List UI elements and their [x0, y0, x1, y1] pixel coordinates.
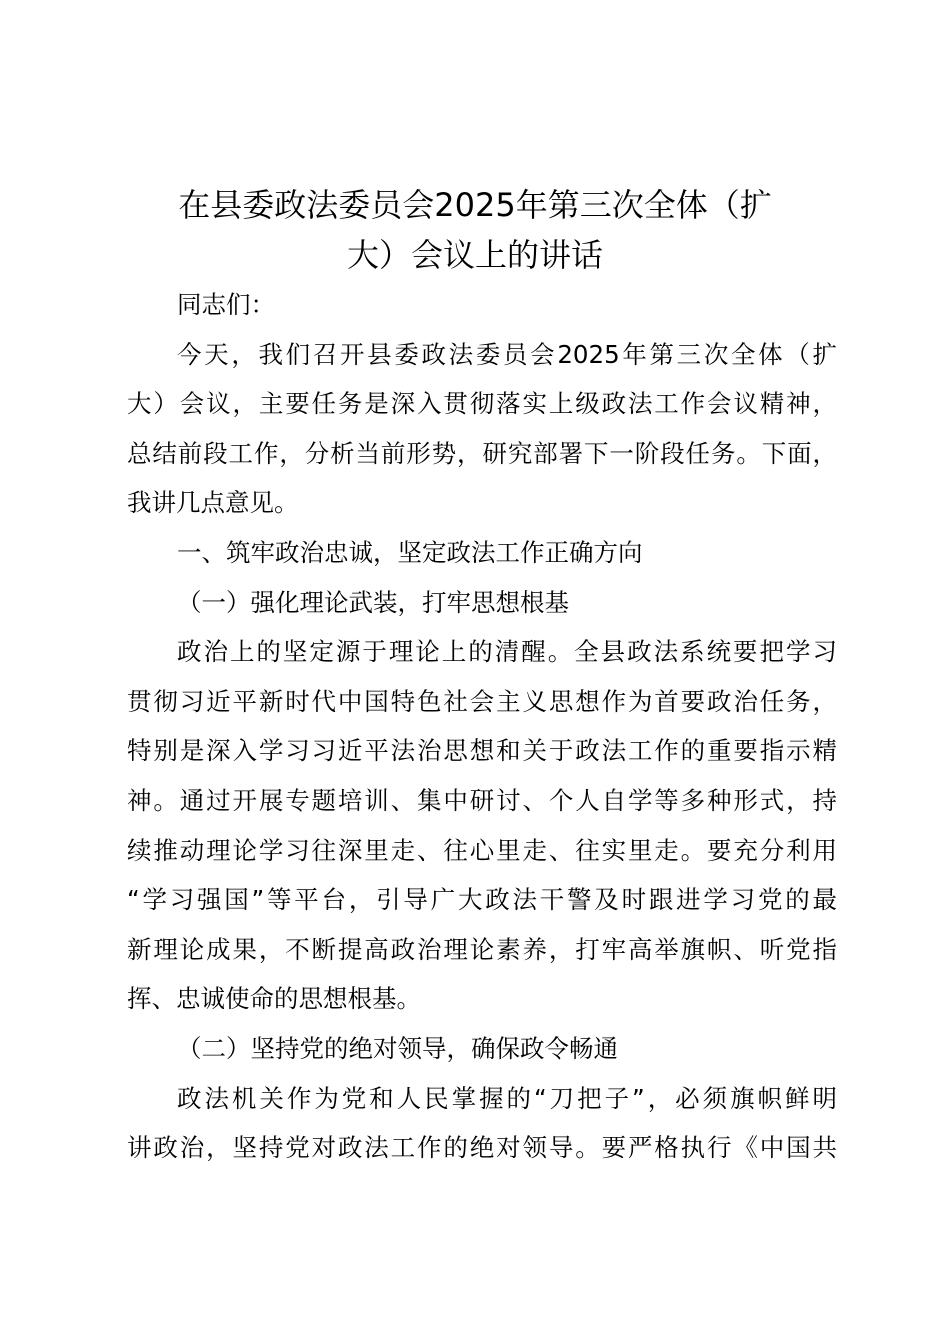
body-line: 大）会议，主要任务是深入贯彻落实上级政法工作会议精神， — [127, 389, 837, 419]
document-title — [120, 180, 830, 280]
title-line-2: 大）会议上的讲话 — [346, 236, 603, 274]
title-line-1: 在县委政法委员会2025年第三次全体（扩 — [178, 186, 772, 224]
body-line: 一、筑牢政治忠诚，坚定政法工作正确方向 — [177, 537, 643, 567]
body-line: 总结前段工作，分析当前形势，研究部署下一阶段任务。下面， — [127, 438, 837, 468]
body-line: 续推动理论学习往深里走、往心里走、往实里走。要充分利用 — [127, 835, 837, 865]
body-line: （一）强化理论武装，打牢思想根基 — [177, 587, 569, 617]
body-line: （二）坚持党的绝对领导，确保政令畅通 — [177, 1033, 618, 1063]
body-line: “学习强国”等平台，引导广大政法干警及时跟进学习党的最 — [127, 885, 837, 915]
body-line: 挥、忠诚使命的思想根基。 — [127, 984, 421, 1014]
body-line: 贯彻习近平新时代中国特色社会主义思想作为首要政治任务， — [127, 686, 837, 716]
body-line: 讲政治，坚持党对政法工作的绝对领导。要严格执行《中国共 — [127, 1133, 837, 1163]
body-line: 政法机关作为党和人民掌握的“刀把子”，必须旗帜鲜明 — [177, 1083, 837, 1113]
body-line: 同志们： — [177, 290, 275, 319]
body-line: 特别是深入学习习近平法治思想和关于政法工作的重要指示精 — [127, 736, 837, 766]
body-line: 神。通过开展专题培训、集中研讨、个人自学等多种形式，持 — [127, 785, 837, 815]
body-line: 我讲几点意见。 — [127, 488, 299, 518]
body-line: 今天，我们召开县委政法委员会2025年第三次全体（扩 — [177, 339, 837, 369]
body-line: 政治上的坚定源于理论上的清醒。全县政法系统要把学习 — [177, 637, 837, 667]
document-body — [127, 280, 837, 1173]
body-line: 新理论成果，不断提高政治理论素养，打牢高举旗帜、听党指 — [127, 934, 837, 964]
